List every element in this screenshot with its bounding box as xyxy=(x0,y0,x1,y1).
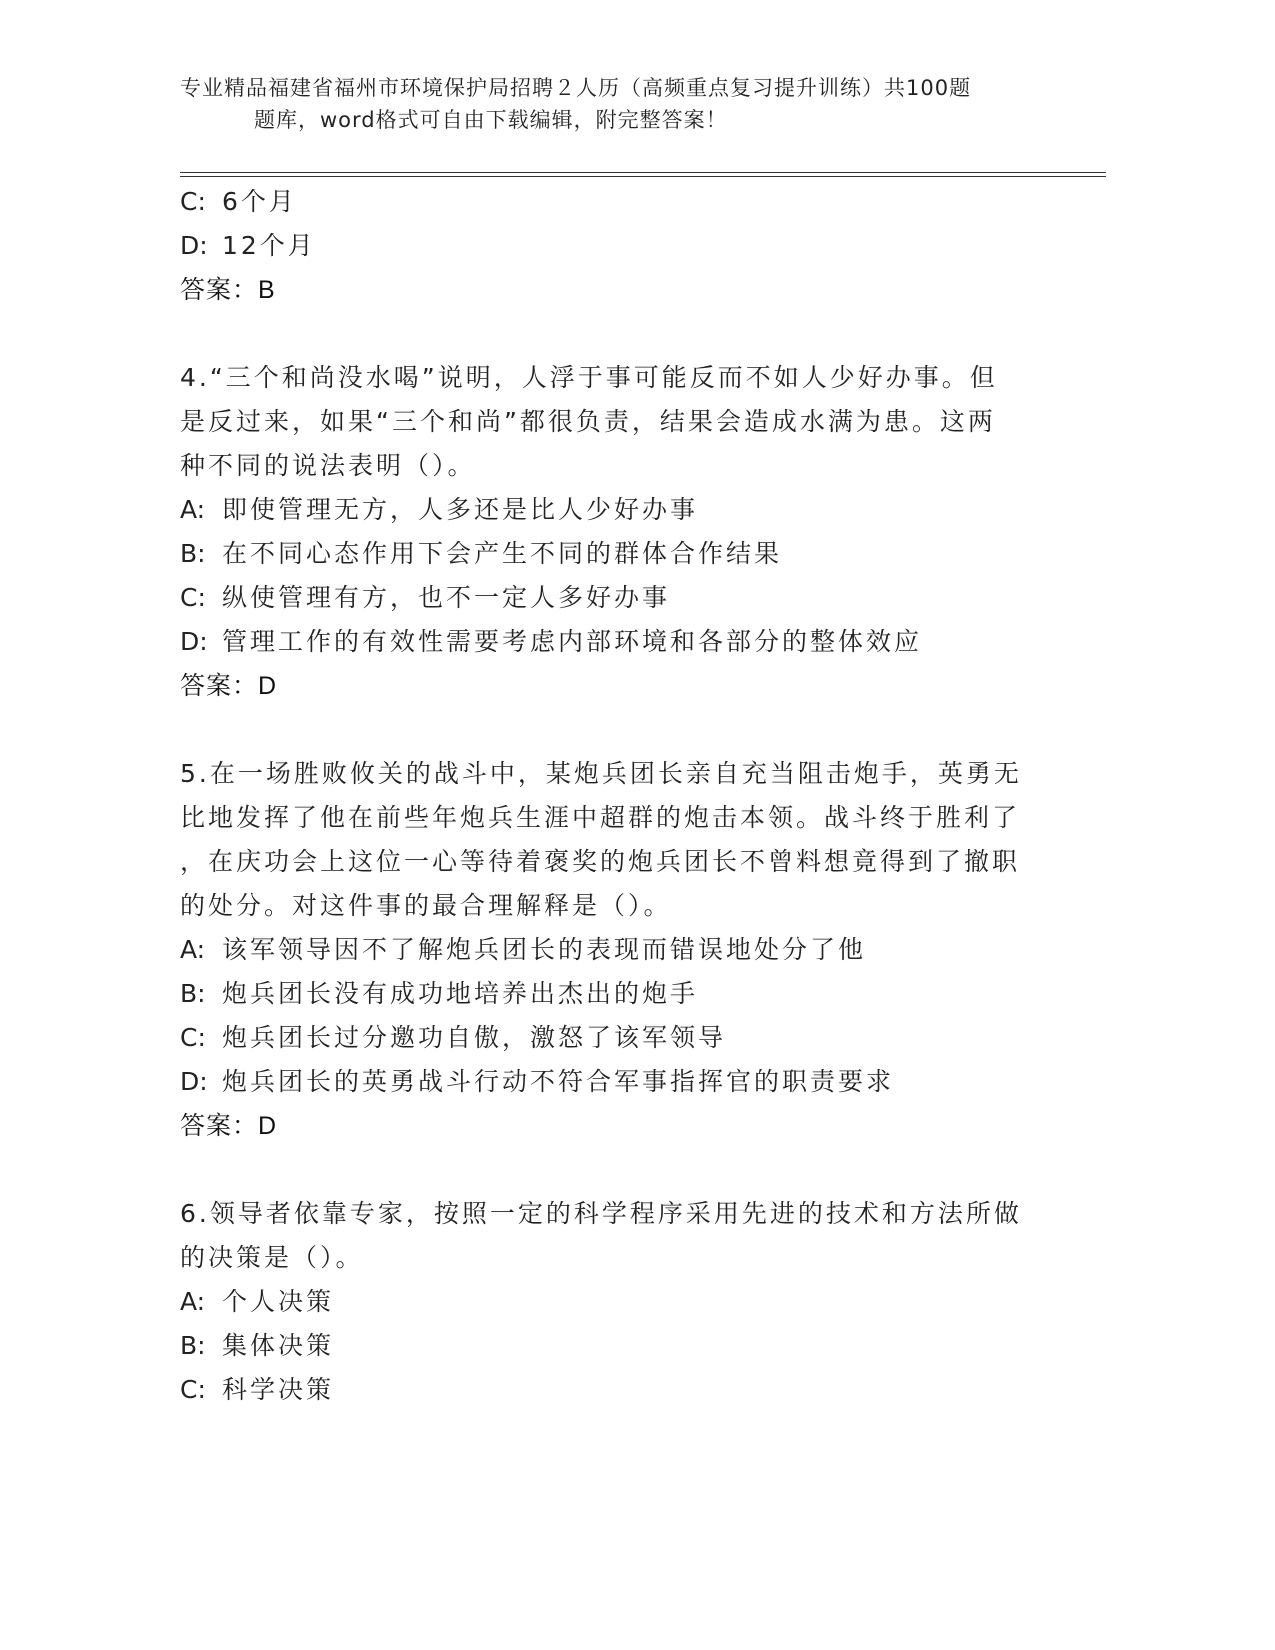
option-label: B: xyxy=(180,539,206,568)
option-d xyxy=(180,1060,1020,1104)
option-text: 管理工作的有效性需要考虑内部环境和各部分的整体效应 xyxy=(222,627,923,656)
option-text: 即使管理无方，人多还是比人少好办事 xyxy=(222,495,699,524)
question-stem-line: ，在庆功会上这位一心等待着褒奖的炮兵团长不曾料想竟得到了撤职 xyxy=(180,847,1021,876)
option-text: 在不同心态作用下会产生不同的群体合作结果 xyxy=(222,539,783,568)
option-b xyxy=(180,1324,1020,1368)
question-5 xyxy=(180,752,1020,1148)
answer-line: 答案：B xyxy=(180,276,276,304)
option-label: B: xyxy=(180,979,206,1008)
document-header xyxy=(180,72,1100,136)
question-stem-line: 的决策是（）。 xyxy=(180,1243,364,1272)
option-label: D: xyxy=(180,231,208,260)
question-stem-line: 种不同的说法表明（）。 xyxy=(180,451,476,480)
question-gap xyxy=(180,312,1020,356)
option-c xyxy=(180,1016,1020,1060)
option-text: 科学决策 xyxy=(222,1375,335,1404)
option-text: 12个月 xyxy=(222,231,316,260)
option-label: C: xyxy=(180,1023,206,1052)
option-text: 该军领导因不了解炮兵团长的表现而错误地处分了他 xyxy=(222,935,867,964)
option-label: B: xyxy=(180,1331,206,1360)
question-stem-line: 比地发挥了他在前些年炮兵生涯中超群的炮击本领。战斗终于胜利了 xyxy=(180,803,1021,832)
option-label: D: xyxy=(180,627,208,656)
option-a xyxy=(180,488,1020,532)
question-gap xyxy=(180,708,1020,752)
question-stem-line: 5.在一场胜败攸关的战斗中，某炮兵团长亲自充当阻击炮手，英勇无 xyxy=(180,759,1022,788)
option-text: 6个月 xyxy=(222,187,297,216)
option-b xyxy=(180,972,1020,1016)
option-a xyxy=(180,928,1020,972)
question-gap xyxy=(180,1148,1020,1192)
option-text: 纵使管理有方，也不一定人多好办事 xyxy=(222,583,671,612)
question-stem-line: 4.“三个和尚没水喝”说明，人浮于事可能反而不如人少好办事。但 xyxy=(180,363,998,392)
option-b xyxy=(180,532,1020,576)
option-label: C: xyxy=(180,583,206,612)
answer-line: 答案：D xyxy=(180,1112,278,1140)
option-label: D: xyxy=(180,1067,208,1096)
question-content xyxy=(180,180,1020,1412)
option-d xyxy=(180,620,1020,664)
option-text: 集体决策 xyxy=(222,1331,335,1360)
option-label: A: xyxy=(180,1287,206,1316)
header-divider-top xyxy=(180,172,1106,173)
option-c xyxy=(180,180,1020,224)
header-divider-bottom xyxy=(180,176,1106,177)
question-6 xyxy=(180,1192,1020,1412)
option-text: 炮兵团长的英勇战斗行动不符合军事指挥官的职责要求 xyxy=(222,1067,895,1096)
option-label: C: xyxy=(180,1375,206,1404)
question-3-tail xyxy=(180,180,1020,312)
header-title-line-1: 专业精品福建省福州市环境保护局招聘２人历（高频重点复习提升训练）共100题 xyxy=(180,76,972,100)
option-c xyxy=(180,576,1020,620)
option-text: 炮兵团长没有成功地培养出杰出的炮手 xyxy=(222,979,699,1008)
option-label: C: xyxy=(180,187,206,216)
question-stem-line: 的处分。对这件事的最合理解释是（）。 xyxy=(180,891,672,920)
option-a xyxy=(180,1280,1020,1324)
answer-line: 答案：D xyxy=(180,672,278,700)
option-c xyxy=(180,1368,1020,1412)
option-label: A: xyxy=(180,495,206,524)
option-d xyxy=(180,224,1020,268)
header-title-line-2: 题库，word格式可自由下载编辑，附完整答案！ xyxy=(254,108,728,132)
question-4 xyxy=(180,356,1020,708)
option-text: 个人决策 xyxy=(222,1287,335,1316)
option-text: 炮兵团长过分邀功自傲，激怒了该军领导 xyxy=(222,1023,727,1052)
question-stem-line: 6.领导者依靠专家，按照一定的科学程序采用先进的技术和方法所做 xyxy=(180,1199,1022,1228)
question-stem-line: 是反过来，如果“三个和尚”都很负责，结果会造成水满为患。这两 xyxy=(180,407,996,436)
option-label: A: xyxy=(180,935,206,964)
